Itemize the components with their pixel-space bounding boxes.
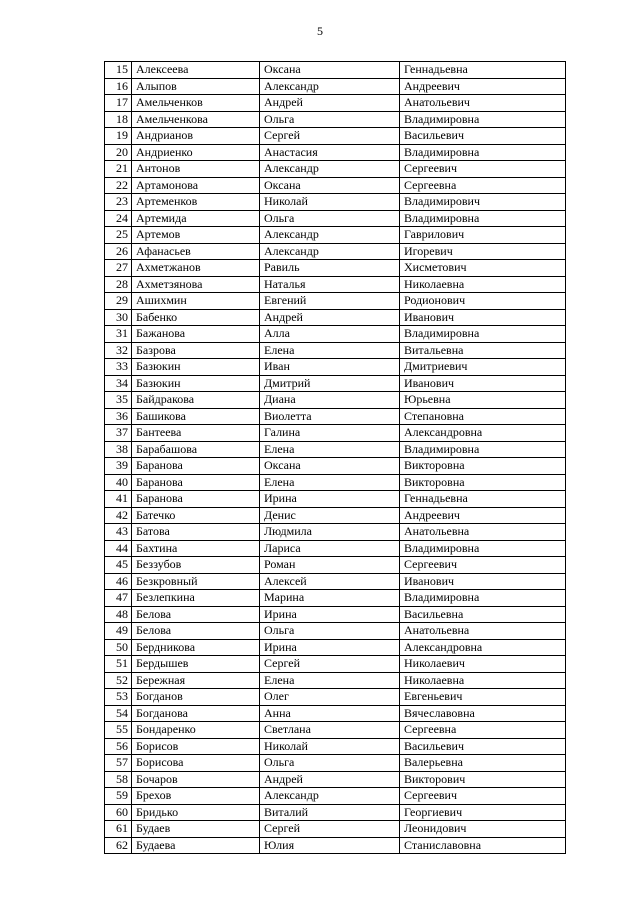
table-row <box>105 639 566 656</box>
table-row <box>105 128 566 145</box>
surname-cell: Бажанова <box>132 326 260 343</box>
table-row <box>105 78 566 95</box>
first-name-cell: Марина <box>260 590 400 607</box>
table-row <box>105 441 566 458</box>
table-row <box>105 738 566 755</box>
first-name-cell: Анастасия <box>260 144 400 161</box>
patronymic-cell: Леонидович <box>400 821 566 838</box>
surname-cell: Баранова <box>132 458 260 475</box>
patronymic-cell: Викторовна <box>400 474 566 491</box>
row-number-cell: 16 <box>105 78 132 95</box>
page-number: 5 <box>317 24 323 38</box>
row-number-cell: 42 <box>105 507 132 524</box>
table-row <box>105 590 566 607</box>
first-name-cell: Ирина <box>260 606 400 623</box>
surname-cell: Амельченкова <box>132 111 260 128</box>
table-row <box>105 524 566 541</box>
patronymic-cell: Владимировна <box>400 111 566 128</box>
row-number-cell: 22 <box>105 177 132 194</box>
row-number-cell: 35 <box>105 392 132 409</box>
patronymic-cell: Евгеньевич <box>400 689 566 706</box>
surname-cell: Беззубов <box>132 557 260 574</box>
surname-cell: Артамонова <box>132 177 260 194</box>
surname-cell: Алексеева <box>132 62 260 79</box>
row-number-cell: 44 <box>105 540 132 557</box>
table-row <box>105 309 566 326</box>
row-number-cell: 33 <box>105 359 132 376</box>
table-row <box>105 837 566 854</box>
row-number-cell: 37 <box>105 425 132 442</box>
surname-cell: Ашихмин <box>132 293 260 310</box>
patronymic-cell: Вячеславовна <box>400 705 566 722</box>
patronymic-cell: Николаевна <box>400 276 566 293</box>
first-name-cell: Галина <box>260 425 400 442</box>
first-name-cell: Сергей <box>260 128 400 145</box>
table-row <box>105 111 566 128</box>
first-name-cell: Равиль <box>260 260 400 277</box>
patronymic-cell: Викторович <box>400 771 566 788</box>
table-row <box>105 771 566 788</box>
patronymic-cell: Сергеевич <box>400 161 566 178</box>
surname-cell: Артемида <box>132 210 260 227</box>
row-number-cell: 30 <box>105 309 132 326</box>
surname-cell: Бридько <box>132 804 260 821</box>
first-name-cell: Светлана <box>260 722 400 739</box>
first-name-cell: Алла <box>260 326 400 343</box>
surname-cell: Борисов <box>132 738 260 755</box>
first-name-cell: Ольга <box>260 210 400 227</box>
patronymic-cell: Александровна <box>400 425 566 442</box>
row-number-cell: 55 <box>105 722 132 739</box>
row-number-cell: 46 <box>105 573 132 590</box>
patronymic-cell: Геннадьевна <box>400 62 566 79</box>
surname-cell: Бочаров <box>132 771 260 788</box>
row-number-cell: 50 <box>105 639 132 656</box>
first-name-cell: Сергей <box>260 656 400 673</box>
first-name-cell: Наталья <box>260 276 400 293</box>
patronymic-cell: Владимировна <box>400 441 566 458</box>
patronymic-cell: Анатольевна <box>400 524 566 541</box>
surname-cell: Белова <box>132 606 260 623</box>
row-number-cell: 18 <box>105 111 132 128</box>
row-number-cell: 24 <box>105 210 132 227</box>
first-name-cell: Ольга <box>260 623 400 640</box>
patronymic-cell: Васильевна <box>400 606 566 623</box>
surname-cell: Бердышев <box>132 656 260 673</box>
row-number-cell: 19 <box>105 128 132 145</box>
table-row <box>105 755 566 772</box>
row-number-cell: 20 <box>105 144 132 161</box>
patronymic-cell: Сергеевна <box>400 177 566 194</box>
surname-cell: Борисова <box>132 755 260 772</box>
surname-cell: Бантеева <box>132 425 260 442</box>
table-row <box>105 161 566 178</box>
surname-cell: Бондаренко <box>132 722 260 739</box>
row-number-cell: 34 <box>105 375 132 392</box>
first-name-cell: Александр <box>260 78 400 95</box>
table-row <box>105 672 566 689</box>
table-row <box>105 507 566 524</box>
row-number-cell: 39 <box>105 458 132 475</box>
row-number-cell: 27 <box>105 260 132 277</box>
first-name-cell: Оксана <box>260 458 400 475</box>
roster-table <box>104 61 566 854</box>
patronymic-cell: Владимировна <box>400 210 566 227</box>
surname-cell: Артеменков <box>132 194 260 211</box>
patronymic-cell: Геннадьевна <box>400 491 566 508</box>
table-row <box>105 491 566 508</box>
surname-cell: Богданов <box>132 689 260 706</box>
table-row <box>105 656 566 673</box>
patronymic-cell: Гаврилович <box>400 227 566 244</box>
patronymic-cell: Иванович <box>400 309 566 326</box>
first-name-cell: Олег <box>260 689 400 706</box>
first-name-cell: Елена <box>260 474 400 491</box>
patronymic-cell: Васильевич <box>400 738 566 755</box>
first-name-cell: Александр <box>260 161 400 178</box>
surname-cell: Алыпов <box>132 78 260 95</box>
row-number-cell: 58 <box>105 771 132 788</box>
table-row <box>105 243 566 260</box>
patronymic-cell: Родионович <box>400 293 566 310</box>
surname-cell: Безкровный <box>132 573 260 590</box>
table-row <box>105 194 566 211</box>
table-row <box>105 62 566 79</box>
patronymic-cell: Анатольевич <box>400 95 566 112</box>
patronymic-cell: Хисметович <box>400 260 566 277</box>
first-name-cell: Оксана <box>260 62 400 79</box>
table-row <box>105 293 566 310</box>
first-name-cell: Ольга <box>260 111 400 128</box>
row-number-cell: 21 <box>105 161 132 178</box>
first-name-cell: Ольга <box>260 755 400 772</box>
patronymic-cell: Васильевич <box>400 128 566 145</box>
table-row <box>105 425 566 442</box>
row-number-cell: 32 <box>105 342 132 359</box>
row-number-cell: 51 <box>105 656 132 673</box>
row-number-cell: 49 <box>105 623 132 640</box>
surname-cell: Ахметзянова <box>132 276 260 293</box>
row-number-cell: 48 <box>105 606 132 623</box>
patronymic-cell: Владимировна <box>400 326 566 343</box>
surname-cell: Базюкин <box>132 375 260 392</box>
row-number-cell: 45 <box>105 557 132 574</box>
row-number-cell: 36 <box>105 408 132 425</box>
surname-cell: Ахметжанов <box>132 260 260 277</box>
surname-cell: Будаев <box>132 821 260 838</box>
patronymic-cell: Николаевич <box>400 656 566 673</box>
first-name-cell: Александр <box>260 227 400 244</box>
row-number-cell: 29 <box>105 293 132 310</box>
row-number-cell: 25 <box>105 227 132 244</box>
table-row <box>105 804 566 821</box>
table-row <box>105 788 566 805</box>
first-name-cell: Евгений <box>260 293 400 310</box>
row-number-cell: 62 <box>105 837 132 854</box>
patronymic-cell: Сергеевна <box>400 722 566 739</box>
surname-cell: Андриенко <box>132 144 260 161</box>
surname-cell: Андрианов <box>132 128 260 145</box>
row-number-cell: 15 <box>105 62 132 79</box>
table-row <box>105 606 566 623</box>
row-number-cell: 41 <box>105 491 132 508</box>
patronymic-cell: Сергеевич <box>400 788 566 805</box>
table-row <box>105 573 566 590</box>
patronymic-cell: Владимировна <box>400 590 566 607</box>
first-name-cell: Елена <box>260 672 400 689</box>
surname-cell: Безлепкина <box>132 590 260 607</box>
patronymic-cell: Андреевич <box>400 507 566 524</box>
patronymic-cell: Анатольевна <box>400 623 566 640</box>
patronymic-cell: Дмитриевич <box>400 359 566 376</box>
first-name-cell: Елена <box>260 342 400 359</box>
surname-cell: Базюкин <box>132 359 260 376</box>
patronymic-cell: Викторовна <box>400 458 566 475</box>
table-row <box>105 144 566 161</box>
first-name-cell: Виталий <box>260 804 400 821</box>
surname-cell: Батечко <box>132 507 260 524</box>
patronymic-cell: Александровна <box>400 639 566 656</box>
patronymic-cell: Игоревич <box>400 243 566 260</box>
surname-cell: Антонов <box>132 161 260 178</box>
row-number-cell: 40 <box>105 474 132 491</box>
table-row <box>105 276 566 293</box>
roster-table-body <box>105 62 566 854</box>
row-number-cell: 28 <box>105 276 132 293</box>
table-row <box>105 227 566 244</box>
first-name-cell: Людмила <box>260 524 400 541</box>
row-number-cell: 56 <box>105 738 132 755</box>
surname-cell: Бердникова <box>132 639 260 656</box>
first-name-cell: Оксана <box>260 177 400 194</box>
table-row <box>105 326 566 343</box>
patronymic-cell: Иванович <box>400 573 566 590</box>
surname-cell: Богданова <box>132 705 260 722</box>
table-row <box>105 540 566 557</box>
first-name-cell: Юлия <box>260 837 400 854</box>
table-row <box>105 623 566 640</box>
row-number-cell: 23 <box>105 194 132 211</box>
surname-cell: Будаева <box>132 837 260 854</box>
patronymic-cell: Владимирович <box>400 194 566 211</box>
first-name-cell: Андрей <box>260 95 400 112</box>
row-number-cell: 59 <box>105 788 132 805</box>
surname-cell: Брехов <box>132 788 260 805</box>
first-name-cell: Иван <box>260 359 400 376</box>
first-name-cell: Алексей <box>260 573 400 590</box>
first-name-cell: Александр <box>260 788 400 805</box>
surname-cell: Баранова <box>132 474 260 491</box>
table-row <box>105 408 566 425</box>
row-number-cell: 17 <box>105 95 132 112</box>
row-number-cell: 31 <box>105 326 132 343</box>
table-row <box>105 95 566 112</box>
first-name-cell: Сергей <box>260 821 400 838</box>
first-name-cell: Ирина <box>260 491 400 508</box>
patronymic-cell: Сергеевич <box>400 557 566 574</box>
surname-cell: Баранова <box>132 491 260 508</box>
surname-cell: Артемов <box>132 227 260 244</box>
first-name-cell: Елена <box>260 441 400 458</box>
row-number-cell: 61 <box>105 821 132 838</box>
patronymic-cell: Георгиевич <box>400 804 566 821</box>
table-row <box>105 705 566 722</box>
first-name-cell: Андрей <box>260 309 400 326</box>
table-row <box>105 359 566 376</box>
surname-cell: Базрова <box>132 342 260 359</box>
table-row <box>105 689 566 706</box>
row-number-cell: 43 <box>105 524 132 541</box>
table-row <box>105 821 566 838</box>
first-name-cell: Анна <box>260 705 400 722</box>
first-name-cell: Виолетта <box>260 408 400 425</box>
row-number-cell: 26 <box>105 243 132 260</box>
patronymic-cell: Владимировна <box>400 540 566 557</box>
row-number-cell: 60 <box>105 804 132 821</box>
table-row <box>105 722 566 739</box>
patronymic-cell: Витальевна <box>400 342 566 359</box>
table-row <box>105 474 566 491</box>
table-row <box>105 177 566 194</box>
table-row <box>105 392 566 409</box>
table-row <box>105 458 566 475</box>
first-name-cell: Роман <box>260 557 400 574</box>
table-row <box>105 375 566 392</box>
surname-cell: Барабашова <box>132 441 260 458</box>
table-row <box>105 342 566 359</box>
first-name-cell: Александр <box>260 243 400 260</box>
first-name-cell: Ирина <box>260 639 400 656</box>
first-name-cell: Лариса <box>260 540 400 557</box>
first-name-cell: Дмитрий <box>260 375 400 392</box>
patronymic-cell: Станиславовна <box>400 837 566 854</box>
patronymic-cell: Владимировна <box>400 144 566 161</box>
first-name-cell: Диана <box>260 392 400 409</box>
surname-cell: Башикова <box>132 408 260 425</box>
patronymic-cell: Иванович <box>400 375 566 392</box>
surname-cell: Афанасьев <box>132 243 260 260</box>
patronymic-cell: Валерьевна <box>400 755 566 772</box>
table-row <box>105 557 566 574</box>
surname-cell: Бабенко <box>132 309 260 326</box>
row-number-cell: 38 <box>105 441 132 458</box>
surname-cell: Бахтина <box>132 540 260 557</box>
row-number-cell: 54 <box>105 705 132 722</box>
row-number-cell: 52 <box>105 672 132 689</box>
surname-cell: Батова <box>132 524 260 541</box>
surname-cell: Байдракова <box>132 392 260 409</box>
first-name-cell: Денис <box>260 507 400 524</box>
row-number-cell: 47 <box>105 590 132 607</box>
patronymic-cell: Николаевна <box>400 672 566 689</box>
table-row <box>105 260 566 277</box>
row-number-cell: 57 <box>105 755 132 772</box>
patronymic-cell: Юрьевна <box>400 392 566 409</box>
patronymic-cell: Андреевич <box>400 78 566 95</box>
first-name-cell: Николай <box>260 738 400 755</box>
patronymic-cell: Степановна <box>400 408 566 425</box>
first-name-cell: Андрей <box>260 771 400 788</box>
row-number-cell: 53 <box>105 689 132 706</box>
surname-cell: Бережная <box>132 672 260 689</box>
surname-cell: Белова <box>132 623 260 640</box>
first-name-cell: Николай <box>260 194 400 211</box>
surname-cell: Амельченков <box>132 95 260 112</box>
table-row <box>105 210 566 227</box>
